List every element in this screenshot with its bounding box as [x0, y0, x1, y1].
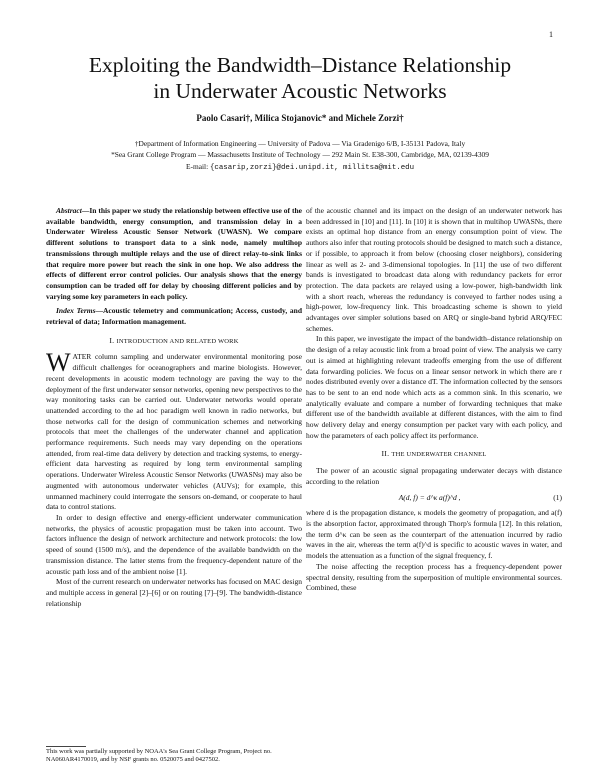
index-terms-label: Index Terms	[56, 306, 96, 316]
left-column	[46, 206, 302, 609]
title-line-2: in Underwater Acoustic Networks	[153, 79, 447, 103]
right-paragraph-2: In this paper, we investigate the impact of the bandwidth–distance relationship on the design of a relay acoustic link from a broad point of view. The analysis we carry out is aimed at highlighting relevant tradeoffs emerging from the use of different data forwarding policies. We focus on a linear sensor network in which there are r nodes distributed evenly over a distance dT. The information collected by the sensors has to be sent to an end node which acts as a common sink. In this scenario, we analytically evaluate and compare a number of forwarding techniques that make different use of the bandwidth available at different distances, with the aim to find how delivery delay and energy consumption per packet vary with each policy, and how the parameters of each policy affect its performance.	[306, 334, 562, 440]
footnote-rule	[46, 746, 86, 747]
section-1-number: I.	[109, 335, 117, 345]
equation-1-number: (1)	[553, 492, 562, 502]
paper-title	[0, 52, 600, 104]
abstract-label: Abstract—	[56, 206, 90, 215]
section-1-heading	[46, 336, 302, 348]
right-paragraph-1: of the acoustic channel and its impact on the design of an underwater network has been addressed in [10] and [11]. In [10] it is shown that in multihop UWASNs, there exists an optimal hop distance from an energy consumption point of view. The authors also infer that routing protocols should be designed to match such a distance, or if possible, to approach it from below (choosing closer neighbors), considering linear as well as 2- and 3-dimensional topologies. In [11] the use of two different bands is investigated to broadcast data along with redundancy packets for error protection. The data packets are relayed using a low-power, high-bandwidth link with a short reach, whereas the redundancy is conveyed to farther nodes using a high-power, low-frequency link. This broadcasting scheme is shown to yield advantages over simpler solutions based on ARQ or single-band hybrid ARQ/FEC schemes.	[306, 206, 562, 333]
email-addresses: {casarip,zorzi}@dei.unipd.it, millitsa@mit.edu	[210, 164, 415, 172]
abstract-text: In this paper we study the relationship between effective use of the available bandwidth, energy consumption, and transmission delay in a Underwater Wireless Acoustic Sensor Network (UWASN). We compare different solutions to transport data to a sink node, namely multihop transmissions through multiple relays and the use of direct relay-to-sink links that require more power but reach the sink in one hop. We also address the effects of different error control policies. Our analysis shows that the energy consumption can be traded off for delay by choosing different policies and by varying some key parameters in each policy.	[46, 206, 302, 301]
right-paragraph-4: where d is the propagation distance, κ models the geometry of propagation, and a(f) is the absorption factor, approximated through Thorp's formula [12]. In this relation, the term d^κ can be seen as the counterpart of the attenuation incurred by radio waves in the air, whereas the term a(f)^d is specific to acoustic waves in water, and models the attenuation as a function of the signal frequency, f.	[306, 508, 562, 561]
right-paragraph-3: The power of an acoustic signal propagating underwater decays with distance according to the relation	[306, 466, 562, 486]
authors: Paolo Casari†, Milica Stojanovic* and Michele Zorzi†	[196, 113, 404, 123]
section-2-heading	[306, 449, 562, 461]
intro-paragraph-2: In order to design effective and energy-efficient underwater communication networks, the physics of acoustic propagation must be taken into account. Two factors influence the design of network architecture and network protocols: the low speed of sound (1500 m/s), and the dependence of the available bandwidth on the transmission distance. The latter stems from the frequency-dependent nature of the acoustic path loss and of the ambient noise [1].	[46, 512, 302, 576]
abstract	[46, 206, 302, 302]
index-terms	[46, 306, 302, 327]
email-prefix: E-mail:	[185, 162, 210, 171]
section-2-title: THE UNDERWATER CHANNEL	[391, 451, 487, 459]
section-1-title: INTRODUCTION AND RELATED WORK	[116, 337, 239, 345]
index-terms-text: —Acoustic telemetry and communication; Access, custody, and retrieval of data; Information management.	[46, 306, 302, 327]
affiliation-padova: †Department of Information Engineering — University of Padova — Via Gradenigo 6/B, I-35131 Padova, Italy	[134, 139, 466, 148]
equation-1	[306, 493, 562, 504]
right-paragraph-5: The noise affecting the reception process has a frequency-dependent power spectral density, resulting from the superposition of multiple environmental sources. Combined, these	[306, 561, 562, 593]
email-line	[0, 162, 600, 172]
drop-cap: W	[46, 348, 71, 378]
intro-paragraph-1-text: ATER column sampling and underwater environmental monitoring pose difficult challenges for oceanographers and marine biologists. However, recent developments in acoustic modem technology are paving the way to the deployment of the first underwater sensor networks, opening new perspectives to the way monitoring tasks can be carried out. Underwater networks would operate unattended according to the ad hoc paradigm well known in radio networks, but those networks call for the design of communication schemes and networking protocols that meet the challenges of the underwater channel and application performance requirements. Such needs may vary depending on the operations attended, from real-time data delivery by detection and tracking systems, to energy-efficient data harvesting as required by long term environmental sampling operations. Underwater Wireless Acoustic Sensor Networks (UWASNs) may also be augmented with autonomous underwater vehicles (AUVs); for example, this unmanned machinery could interrogate the sensors on-demand, or cooperate to haul data to control stations.	[46, 352, 302, 512]
right-column	[306, 206, 562, 594]
intro-paragraph-3: Most of the current research on underwater networks has focused on MAC design and multiple access in general [2]–[6] or on routing [7]–[9]. The bandwidth-distance relationship	[46, 577, 302, 608]
equation-1-body: A(d, f) = d^κ a(f)^d ,	[398, 492, 461, 502]
section-2-number: II.	[381, 449, 392, 459]
title-line-1: Exploiting the Bandwidth–Distance Relationship	[88, 53, 512, 77]
intro-paragraph-1	[46, 348, 302, 513]
page-number: 1	[549, 30, 553, 39]
affiliation-mit: *Sea Grant College Program — Massachusetts Institute of Technology — 292 Main St. E38-300, Cambridge, MA, 02139-4309	[111, 150, 489, 159]
footnote: This work was partially supported by NOAA's Sea Grant College Program, Project no. NA060AR4170019, and by NSF grants no. 0520075 and 0427502.	[46, 748, 272, 764]
